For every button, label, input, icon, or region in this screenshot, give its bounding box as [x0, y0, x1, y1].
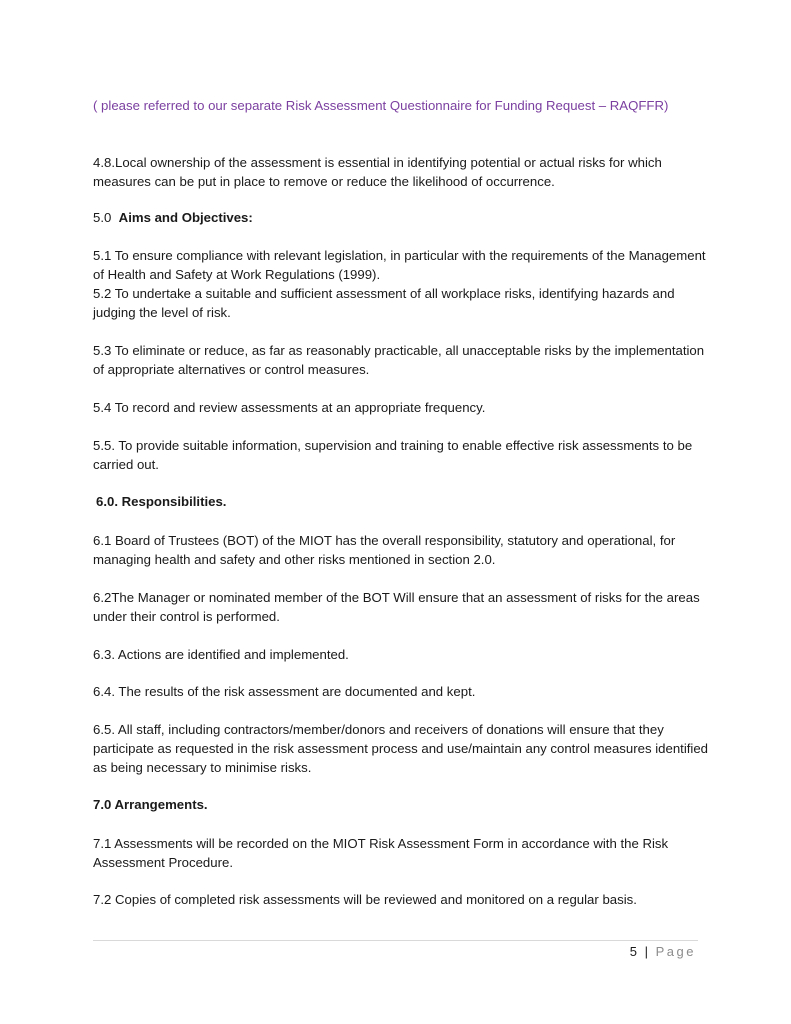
paragraph-7-2: 7.2 Copies of completed risk assessments will be reviewed and monitored on a regular basis.	[93, 892, 637, 907]
paragraph-6-3: 6.3. Actions are identified and implemented.	[93, 647, 349, 662]
paragraph-4-8: 4.8.Local ownership of the assessment is essential in identifying potential or actual risks for which measures can be put in place to remove or reduce the likelihood of occurrence.	[93, 155, 662, 189]
heading-6: 6.0. Responsibilities.	[96, 494, 227, 509]
heading-5-title: Aims and Objectives:	[118, 210, 253, 225]
footer-separator: |	[644, 944, 648, 959]
footer-divider	[93, 940, 698, 941]
intro-note: ( please referred to our separate Risk Assessment Questionnaire for Funding Request – RAQFFR)	[93, 98, 669, 113]
page-number: 5	[629, 944, 637, 959]
paragraph-6-2: 6.2The Manager or nominated member of the BOT Will ensure that an assessment of risks for the areas under their control is performed.	[93, 590, 700, 624]
paragraph-5-3: 5.3 To eliminate or reduce, as far as reasonably practicable, all unacceptable risks by the implementation of appropriate alternatives or control measures.	[93, 343, 705, 377]
paragraph-5-5: 5.5. To provide suitable information, supervision and training to enable effective risk assessments to be carried out.	[93, 438, 693, 472]
paragraph-7-1: 7.1 Assessments will be recorded on the MIOT Risk Assessment Form in accordance with the Risk Assessment Procedure.	[93, 836, 669, 870]
heading-5	[93, 208, 708, 227]
paragraph-5-1: 5.1 To ensure compliance with relevant legislation, in particular with the requirements of the Management of Health and Safety at Work Regulations (1999).	[93, 248, 706, 282]
paragraph-5-2: 5.2 To undertake a suitable and sufficient assessment of all workplace risks, identifying hazards and judging the level of risk.	[93, 286, 675, 320]
paragraph-6-5: 6.5. All staff, including contractors/member/donors and receivers of donations will ensure that they participate as requested in the risk assessment process and use/maintain any control measures identified as being necessary to minimise risks.	[93, 722, 709, 775]
paragraph-6-1: 6.1 Board of Trustees (BOT) of the MIOT has the overall responsibility, statutory and operational, for managing health and safety and other risks mentioned in section 2.0.	[93, 533, 676, 567]
paragraph-6-4: 6.4. The results of the risk assessment are documented and kept.	[93, 684, 476, 699]
heading-5-number: 5.0	[93, 210, 112, 225]
page-label: Page	[655, 944, 696, 959]
heading-7: 7.0 Arrangements.	[93, 797, 208, 812]
page-footer	[630, 944, 696, 959]
paragraph-5-4: 5.4 To record and review assessments at an appropriate frequency.	[93, 400, 486, 415]
